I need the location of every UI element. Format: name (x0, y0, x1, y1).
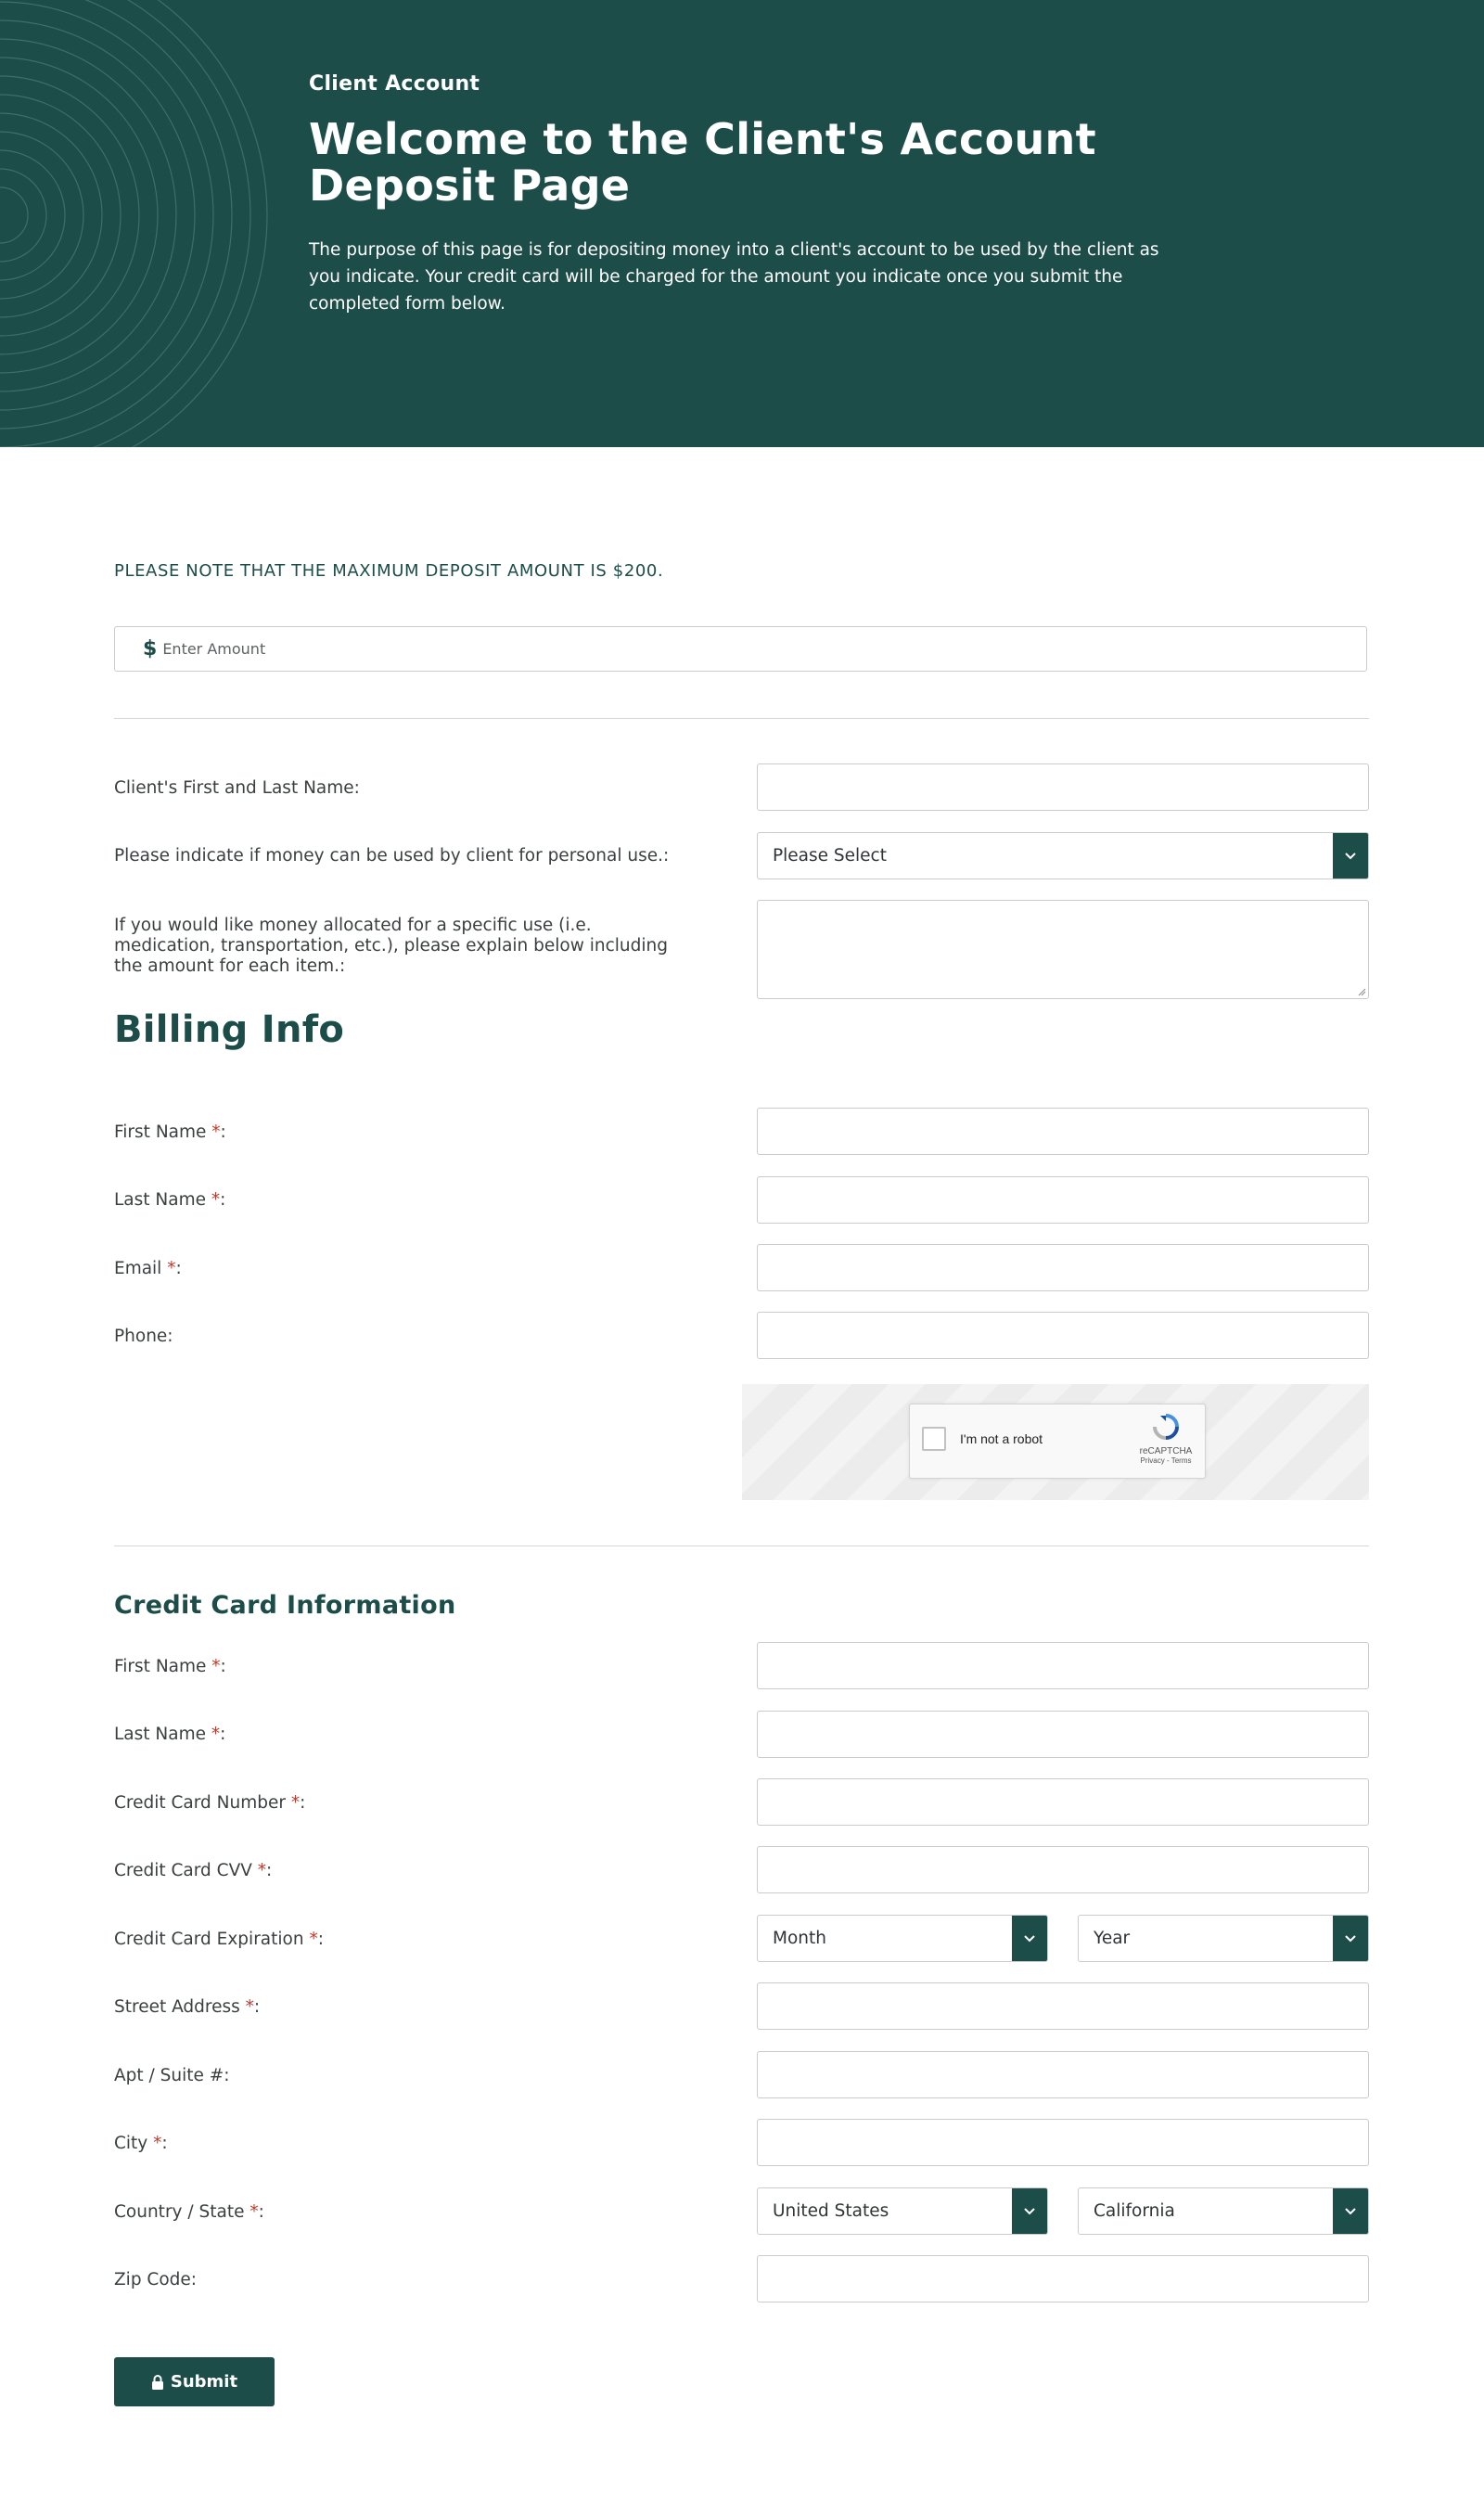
colon: : (220, 1122, 226, 1142)
cc-state-value: California (1094, 2201, 1175, 2221)
allocation-label-line1: If you would like money allocated for a specific use (i.e. (114, 916, 592, 935)
required-mark: * (245, 1997, 254, 2017)
cc-country-value: United States (773, 2201, 889, 2221)
billing-email-label (114, 1259, 182, 1278)
captcha-checkbox[interactable] (922, 1427, 946, 1451)
recaptcha-logo (1138, 1412, 1194, 1465)
recaptcha-brand: reCAPTCHA (1139, 1446, 1193, 1456)
cc-expiration-text: Credit Card Expiration (114, 1930, 310, 1949)
cc-apt-label: Apt / Suite #: (114, 2066, 230, 2085)
credit-card-heading: Credit Card Information (114, 1591, 456, 1620)
client-name-label: Client's First and Last Name: (114, 778, 360, 798)
billing-email-input[interactable] (757, 1244, 1369, 1291)
captcha-area (742, 1384, 1369, 1500)
billing-email-text: Email (114, 1259, 168, 1278)
cc-month-select[interactable] (757, 1915, 1048, 1962)
colon: : (220, 1657, 226, 1676)
hero-banner (0, 0, 1484, 447)
colon: : (175, 1259, 182, 1278)
required-mark: * (211, 1657, 221, 1676)
page-title (309, 116, 1190, 209)
billing-last-name-input[interactable] (757, 1176, 1369, 1224)
billing-last-name-label (114, 1190, 225, 1210)
chevron-down-icon (1012, 1916, 1047, 1961)
concentric-rings-decoration (0, 0, 278, 447)
required-mark: * (249, 2202, 259, 2222)
colon: : (258, 2202, 264, 2222)
cc-first-name-label (114, 1657, 226, 1676)
divider (114, 718, 1369, 719)
billing-heading: Billing Info (114, 1008, 345, 1051)
cc-last-name-text: Last Name (114, 1725, 211, 1744)
client-name-input[interactable] (757, 763, 1369, 811)
cc-street-input[interactable] (757, 1982, 1369, 2030)
amount-input[interactable] (160, 639, 999, 659)
required-mark: * (257, 1861, 267, 1880)
cc-city-label (114, 2134, 168, 2153)
page-title-line2: Deposit Page (309, 160, 631, 211)
hero-eyebrow: Client Account (309, 72, 480, 96)
cc-city-text: City (114, 2134, 154, 2153)
required-mark: * (211, 1725, 221, 1744)
cc-number-text: Credit Card Number (114, 1793, 291, 1813)
cc-zip-label: Zip Code: (114, 2270, 198, 2290)
page-title-line1: Welcome to the Client's Account (309, 114, 1096, 164)
cc-cvv-text: Credit Card CVV (114, 1861, 258, 1880)
required-mark: * (167, 1259, 176, 1278)
recaptcha-icon (1151, 1412, 1181, 1442)
colon: : (220, 1725, 226, 1744)
personal-use-value: Please Select (773, 846, 887, 866)
cc-first-name-text: First Name (114, 1657, 212, 1676)
personal-use-select[interactable] (757, 832, 1369, 879)
required-mark: * (290, 1793, 301, 1813)
hero-description: The purpose of this page is for depositing money into a client's account to be used by the client as you indicate. Your credit card will be charged for the amount you indicate once you submit the completed form below. (309, 240, 1159, 314)
required-mark: * (153, 2134, 162, 2153)
cc-last-name-input[interactable] (757, 1711, 1369, 1758)
dollar-icon: $ (143, 637, 158, 661)
billing-last-name-text: Last Name (114, 1190, 211, 1210)
cc-month-value: Month (773, 1929, 826, 1948)
required-mark: * (211, 1122, 221, 1142)
allocation-label-line3: the amount for each item.: (114, 956, 346, 976)
colon: : (300, 1793, 306, 1813)
cc-last-name-label (114, 1725, 225, 1744)
colon: : (266, 1861, 273, 1880)
submit-button[interactable] (114, 2357, 275, 2406)
chevron-down-icon (1333, 2188, 1368, 2234)
cc-year-select[interactable] (1078, 1915, 1369, 1962)
cc-year-value: Year (1094, 1929, 1131, 1948)
cc-cvv-input[interactable] (757, 1846, 1369, 1893)
required-mark: * (211, 1190, 221, 1210)
resize-grip-icon[interactable] (1357, 987, 1366, 996)
cc-country-state-label (114, 2202, 264, 2222)
personal-use-label: Please indicate if money can be used by client for personal use.: (114, 846, 670, 866)
allocation-label-line2: medication, transportation, etc.), please explain below including (114, 936, 668, 956)
colon: : (220, 1190, 226, 1210)
cc-apt-input[interactable] (757, 2051, 1369, 2098)
billing-first-name-text: First Name (114, 1122, 212, 1142)
cc-first-name-input[interactable] (757, 1642, 1369, 1689)
cc-city-input[interactable] (757, 2119, 1369, 2166)
colon: : (317, 1930, 324, 1949)
amount-field[interactable] (114, 626, 1367, 672)
billing-first-name-input[interactable] (757, 1108, 1369, 1155)
cc-country-select[interactable] (757, 2187, 1048, 2235)
allocation-textarea[interactable] (757, 900, 1369, 999)
cc-country-state-text: Country / State (114, 2202, 250, 2222)
max-deposit-notice: PLEASE NOTE THAT THE MAXIMUM DEPOSIT AMOUNT IS $200. (114, 561, 664, 581)
billing-first-name-label (114, 1122, 226, 1142)
cc-street-text: Street Address (114, 1997, 246, 2017)
colon: : (253, 1997, 261, 2017)
billing-phone-label: Phone: (114, 1327, 173, 1346)
chevron-down-icon (1333, 833, 1368, 879)
chevron-down-icon (1012, 2188, 1047, 2234)
recaptcha-widget (909, 1404, 1206, 1479)
captcha-label: I'm not a robot (960, 1431, 1043, 1446)
cc-street-label (114, 1997, 260, 2017)
chevron-down-icon (1333, 1916, 1368, 1961)
colon: : (161, 2134, 168, 2153)
cc-expiration-label (114, 1930, 324, 1949)
cc-zip-input[interactable] (757, 2255, 1369, 2302)
submit-label: Submit (170, 2372, 238, 2392)
lock-icon (151, 2375, 164, 2390)
recaptcha-links[interactable]: Privacy - Terms (1140, 1456, 1192, 1465)
allocation-label (114, 916, 668, 977)
required-mark: * (309, 1930, 318, 1949)
billing-phone-input[interactable] (757, 1312, 1369, 1359)
cc-cvv-label (114, 1861, 272, 1880)
cc-state-select[interactable] (1078, 2187, 1369, 2235)
cc-number-label (114, 1793, 305, 1813)
cc-number-input[interactable] (757, 1778, 1369, 1826)
